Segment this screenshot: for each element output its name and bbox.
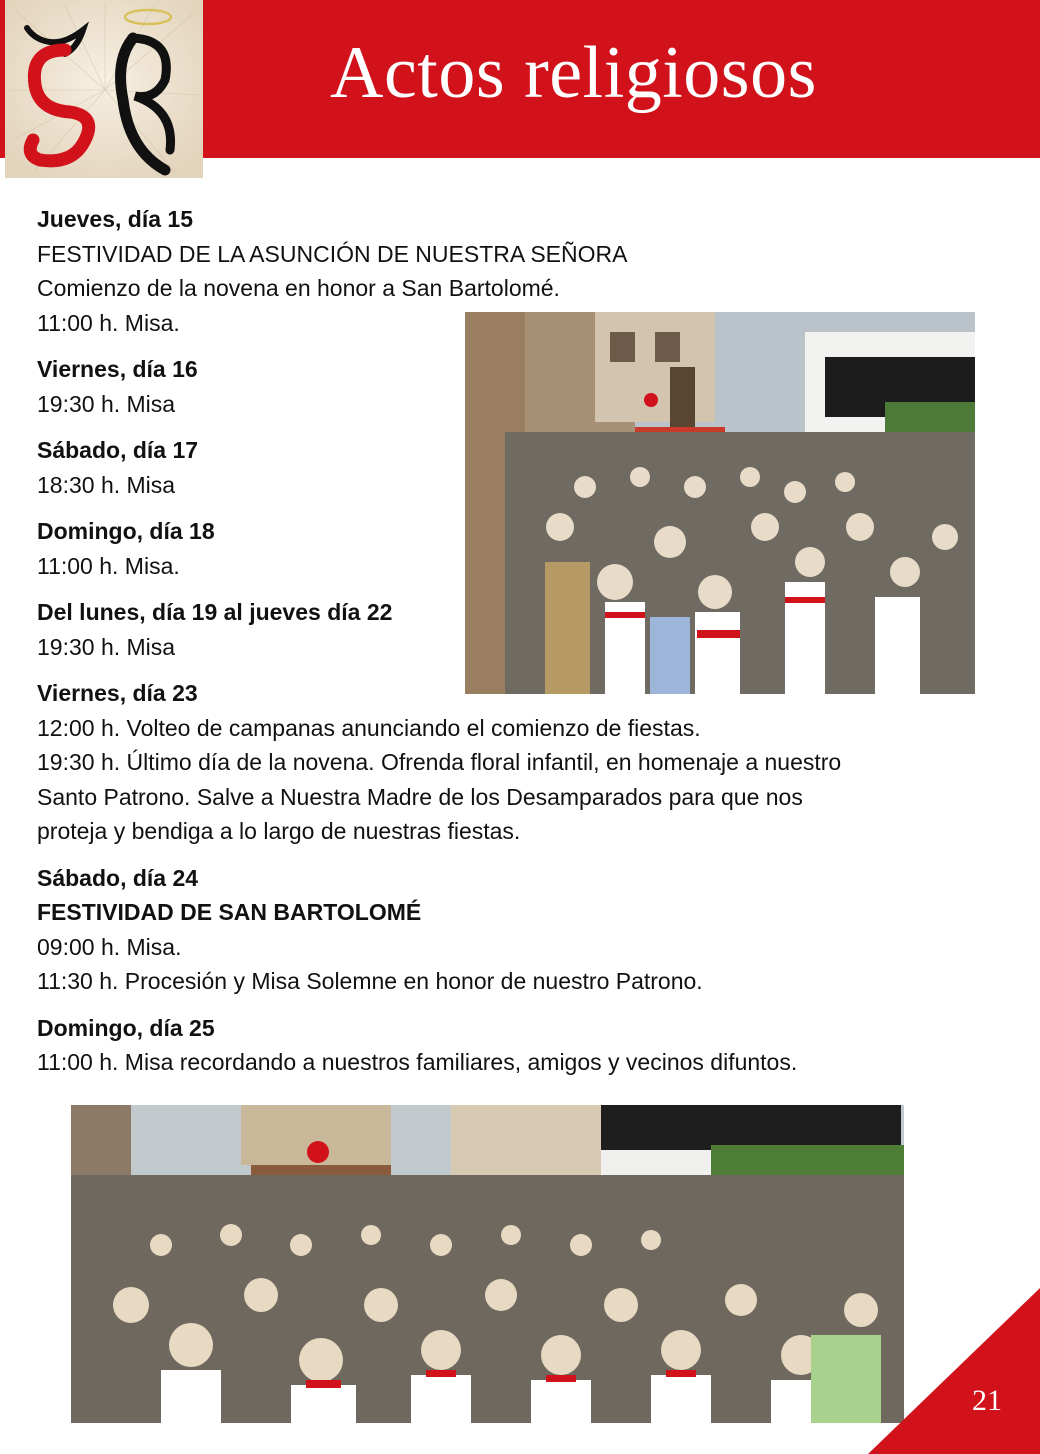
schedule-line: 11:30 h. Procesión y Misa Solemne en honor de nuestro Patrono. bbox=[37, 968, 703, 994]
schedule-line: proteja y bendiga a lo largo de nuestras fiestas. bbox=[37, 818, 521, 844]
schedule-line: 18:30 h. Misa bbox=[37, 471, 176, 498]
schedule-day: Viernes, día 23 bbox=[37, 680, 198, 706]
procession-photo-top bbox=[465, 312, 975, 694]
schedule-line: 11:00 h. Misa. bbox=[37, 552, 180, 579]
schedule-line: 11:00 h. Misa recordando a nuestros familiares, amigos y vecinos difuntos. bbox=[37, 1049, 798, 1075]
schedule-day: Sábado, día 24 bbox=[37, 864, 199, 891]
page-number: 21 bbox=[972, 1384, 1002, 1417]
schedule-item bbox=[37, 861, 937, 999]
schedule-item bbox=[37, 1011, 937, 1080]
schedule-line: 11:00 h. Misa. bbox=[37, 309, 180, 336]
schedule-day: Jueves, día 15 bbox=[37, 206, 193, 232]
schedule-day: Del lunes, día 19 al jueves día 22 bbox=[37, 599, 393, 625]
schedule-line: 19:30 h. Misa bbox=[37, 633, 176, 660]
schedule-day: Sábado, día 17 bbox=[37, 437, 199, 463]
schedule-line: 19:30 h. Misa bbox=[37, 390, 176, 417]
schedule-line: 09:00 h. Misa. bbox=[37, 933, 182, 960]
page-title: Actos religiosos bbox=[330, 32, 817, 114]
schedule-line: Santo Patrono. Salve a Nuestra Madre de los Desamparados para que nos bbox=[37, 783, 803, 810]
schedule-line: FESTIVIDAD DE LA ASUNCIÓN DE NUESTRA SEÑORA bbox=[37, 240, 628, 267]
schedule-day: Domingo, día 25 bbox=[37, 1014, 215, 1041]
procession-photo-bottom bbox=[71, 1105, 904, 1423]
schedule-line: Comienzo de la novena en honor a San Bartolomé. bbox=[37, 275, 560, 301]
schedule-heading: FESTIVIDAD DE SAN BARTOLOMÉ bbox=[37, 899, 422, 925]
schedule-line: 19:30 h. Último día de la novena. Ofrenda floral infantil, en homenaje a nuestro bbox=[37, 749, 842, 775]
horned-sb-monogram-logo-icon bbox=[5, 0, 203, 178]
schedule-day: Viernes, día 16 bbox=[37, 356, 198, 382]
schedule-day: Domingo, día 18 bbox=[37, 518, 215, 544]
schedule-line: 12:00 h. Volteo de campanas anunciando el comienzo de fiestas. bbox=[37, 714, 701, 741]
schedule-item bbox=[37, 676, 937, 849]
logo bbox=[5, 0, 203, 178]
corner-triangle bbox=[868, 1288, 1040, 1454]
